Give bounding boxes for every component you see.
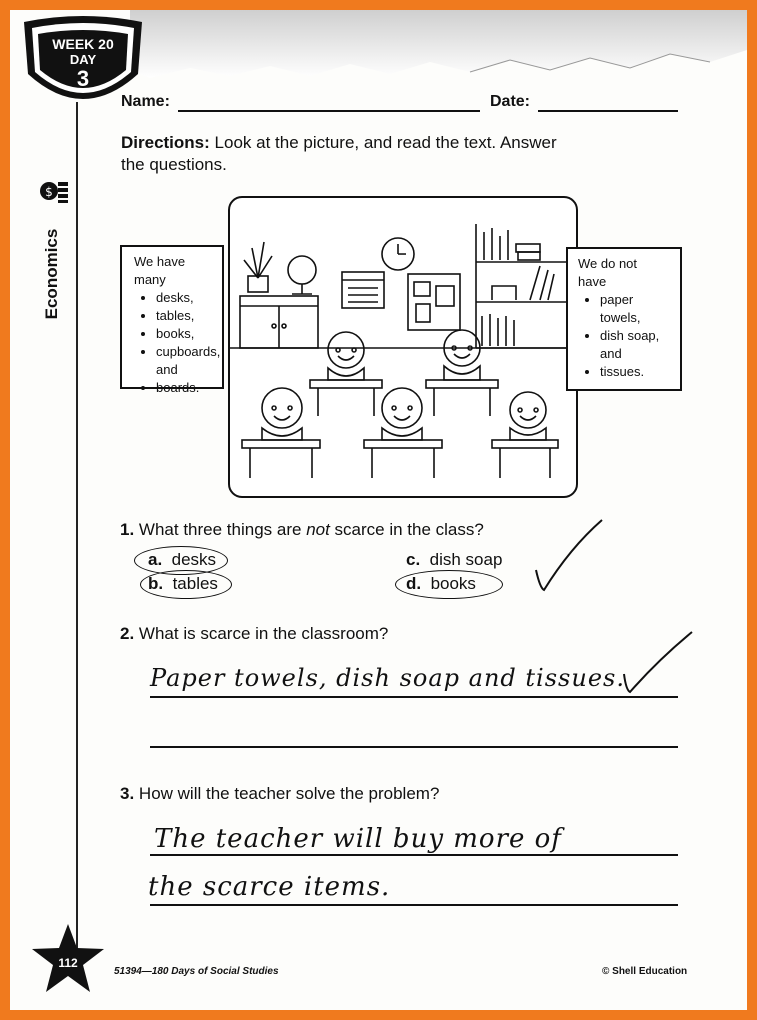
left-box-intro: We have many [134,254,186,287]
list-item: • dish soap, and [600,327,676,363]
subject-label: Economics [42,228,61,320]
badge-week: WEEK 20 [52,36,114,52]
question-3 [120,784,439,804]
option-c[interactable]: c. dish soap [406,550,503,569]
badge-day-number: 3 [76,66,90,91]
list-item: • books, [156,325,218,343]
svg-text:$: $ [45,185,53,199]
answer-2-line-2 [150,746,678,748]
name-label: Name: [121,93,170,110]
left-box-list [134,289,221,397]
checkmark-icon [530,518,610,598]
right-box-list [578,291,676,381]
list-item: • boards. [156,379,218,397]
directions-label: Directions: [121,133,210,152]
page-number: 112 [58,956,78,970]
binding-line [76,102,78,962]
answer-3-line-1 [150,854,678,856]
question-3-number: 3. [120,784,135,803]
answer-2-handwriting[interactable]: Paper towels, dish soap and tissues. [150,664,625,692]
directions-text-line2: the questions. [121,155,227,174]
right-info-box [566,247,682,391]
list-item: • desks, [156,289,218,307]
question-2-number: 2. [120,624,135,643]
checkmark-icon [618,630,698,700]
list-item: • tables, [156,307,218,325]
directions [121,132,557,176]
question-2 [120,624,388,644]
date-line[interactable] [538,110,678,112]
question-1-text-em: not [306,520,330,539]
question-1-text-a: What three things are [138,520,307,539]
option-d[interactable]: d. books [406,574,476,593]
right-box-intro-1: We do not [578,256,638,271]
answer-3-handwriting-line2[interactable]: the scarce items. [148,872,391,902]
list-item: • cupboards, and [156,343,218,379]
directions-text-line1: Look at the picture, and read the text. Answer [214,133,557,152]
option-b[interactable]: b. tables [148,574,218,593]
badge-day-label: DAY [69,52,97,67]
question-1-number: 1. [120,520,135,539]
answer-3-line-2 [150,904,678,906]
question-1-text-b: scarce in the class? [329,520,484,539]
right-box-intro-2: have [578,274,607,289]
answer-3-handwriting-line1[interactable]: The teacher will buy more of [154,824,562,854]
economics-icon [39,178,69,209]
option-a[interactable]: a. desks [148,550,217,569]
question-1 [120,520,484,540]
left-info-box [120,245,224,395]
list-item: • paper towels, [600,291,676,327]
book-title: 51394—180 Days of Social Studies [114,966,279,977]
question-3-text: How will the teacher solve the problem? [138,784,440,803]
name-line[interactable] [178,110,480,112]
publisher: © Shell Education [602,966,688,977]
classroom-picture [228,196,578,498]
list-item: • tissues. [600,363,676,381]
date-label: Date: [490,93,531,110]
worksheet-page [10,10,747,1010]
answer-2-line-1 [150,696,678,698]
question-2-text: What is scarce in the classroom? [138,624,389,643]
classroom-illustration [230,198,576,496]
